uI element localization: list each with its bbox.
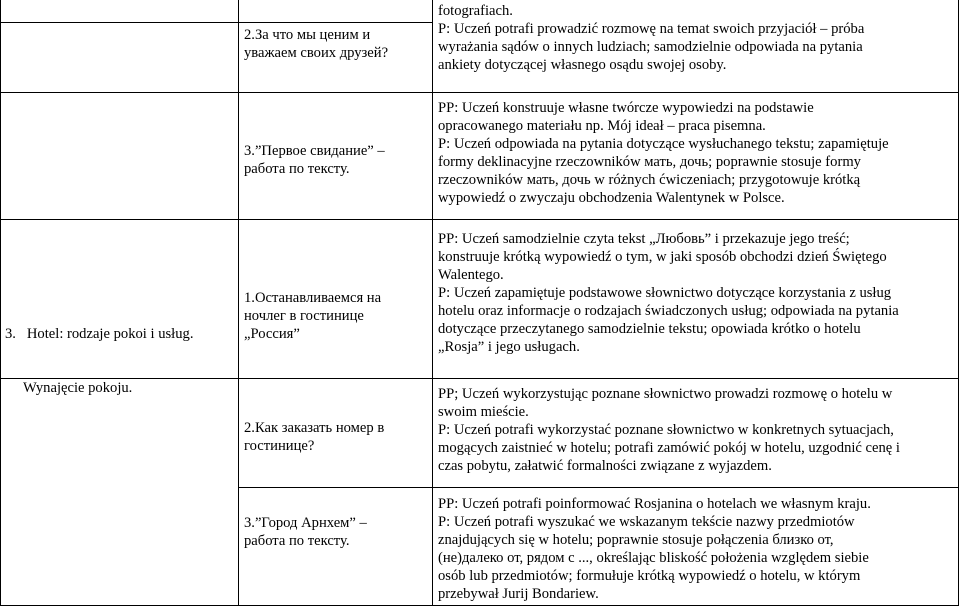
text-line: wyrażania sądów o innych ludziach; samodzielnie odpowiada na pytania	[438, 39, 863, 55]
text-line: mogących zaistnieć w hotelu; potrafi zamówić pokój w hotelu, uzgodnić cenę i	[438, 440, 900, 456]
text-line: 2.Как заказать номер в	[244, 420, 385, 436]
text-line: rzeczowników мать, дочь w różnych ćwiczeniach; przygotowuje krótką	[438, 172, 861, 188]
text-line: работа по тексту.	[244, 533, 350, 549]
row-1-goals	[438, 2, 864, 74]
text-line: P: Uczeń potrafi wykorzystać poznane słownictwo w konkretnych sytuacjach,	[438, 422, 894, 438]
row-3-topic	[5, 289, 193, 433]
text-line: P: Uczeń odpowiada na pytania dotyczące wysłuchanego tekstu; zapamiętuje	[438, 136, 889, 152]
text-line: 2.За что мы ценим и	[244, 27, 371, 43]
text-line: ankiety dotyczącej własnego osądu swojej osoby.	[438, 57, 727, 73]
text-line: znajdujących się w hotelu; poprawnie stosuje połączenia близко от,	[438, 532, 834, 548]
text-line: 3.”Город Арнхем” –	[244, 515, 367, 531]
text-line: swoim mieście.	[438, 404, 529, 420]
column-divider-1	[238, 0, 239, 606]
text-line: hotelu oraz informacje o rodzajach świadczonych usług; odpowiada na pytania	[438, 303, 899, 319]
text-line: 3.”Первое свидание” –	[244, 143, 385, 159]
text-line: PP: Uczeń potrafi poinformować Rosjanina o hotelach we własnym kraju.	[438, 496, 871, 512]
text-line: уважаем своих друзей?	[244, 45, 389, 61]
text-line: PP: Uczeń konstruuje własne twórcze wypowiedzi na podstawie	[438, 100, 814, 116]
text-line: P: Uczeń potrafi prowadzić rozmowę na temat swoich przyjaciół – próba	[438, 21, 865, 37]
row-divider-2	[0, 219, 959, 220]
text-line: гостинице?	[244, 438, 315, 454]
text-line: „Россия”	[244, 326, 300, 342]
text-line: przebywał Jurij Bondariew.	[438, 586, 599, 602]
row-divider-1	[0, 92, 959, 93]
row-2-subtopic	[244, 142, 385, 178]
text-line: czas pobytu, załatwić formalności związane z wyjazdem.	[438, 458, 772, 474]
text-line: „Rosja” i jego usługach.	[438, 339, 580, 355]
text-line: P: Uczeń potrafi wyszukać we wskazanym tekście nazwy przedmiotów	[438, 514, 855, 530]
text-line: formy deklinacyjne rzeczowników мать, дочь; poprawnie stosuje formy	[438, 154, 861, 170]
text-line: P: Uczeń zapamiętuje podstawowe słownictwo dotyczące korzystania z usług	[438, 285, 892, 301]
text-line: PP; Uczeń wykorzystując poznane słownictwo prowadzi rozmowę o hotelu w	[438, 386, 893, 402]
text-line: fotografiach.	[438, 3, 513, 19]
row-divider-4	[238, 487, 959, 488]
column-divider-2	[432, 0, 433, 606]
row-4-subtopic	[244, 419, 384, 455]
text-line: opracowanego materiału np. Mój ideał – praca pisemna.	[438, 118, 766, 134]
text-line: wypowiedź o zwyczaju obchodzenia Walentynek w Polsce.	[438, 190, 785, 206]
row-4-goals	[438, 385, 900, 475]
text-line: 1.Останавливаемся на	[244, 290, 382, 306]
text-line: (не)далеко от, рядом с ..., określając bliskość położenia względem siebie	[438, 550, 869, 566]
row-5-subtopic	[244, 514, 367, 550]
row-3-goals	[438, 230, 899, 356]
table-border-right	[958, 0, 959, 606]
text-line: osób lub przedmiotów; formułuje krótką wypowiedź o hotelu, w którym	[438, 568, 861, 584]
table-border-left	[0, 0, 1, 606]
row-5-goals	[438, 495, 871, 603]
text-line: ночлег в гостинице	[244, 308, 364, 324]
text-line: Wynajęcie pokoju.	[5, 380, 133, 396]
text-line: 3. Hotel: rodzaje pokoi i usług.	[5, 326, 194, 342]
text-line: konstruuje krótką wypowiedź o tym, w jaki sposób obchodzi dzień Świętego	[438, 249, 887, 265]
text-line: dotyczące przeczytanego samodzielnie tekstu; opowiada krótko o hotelu	[438, 321, 861, 337]
row-1-subtopic	[244, 26, 388, 62]
row-divider-0	[0, 22, 432, 23]
row-2-goals	[438, 99, 889, 207]
text-line: работа по тексту.	[244, 161, 350, 177]
text-line: PP: Uczeń samodzielnie czyta tekst „Любовь” i przekazuje jego treść;	[438, 231, 850, 247]
row-3-subtopic	[244, 289, 381, 343]
text-line: Walentego.	[438, 267, 504, 283]
